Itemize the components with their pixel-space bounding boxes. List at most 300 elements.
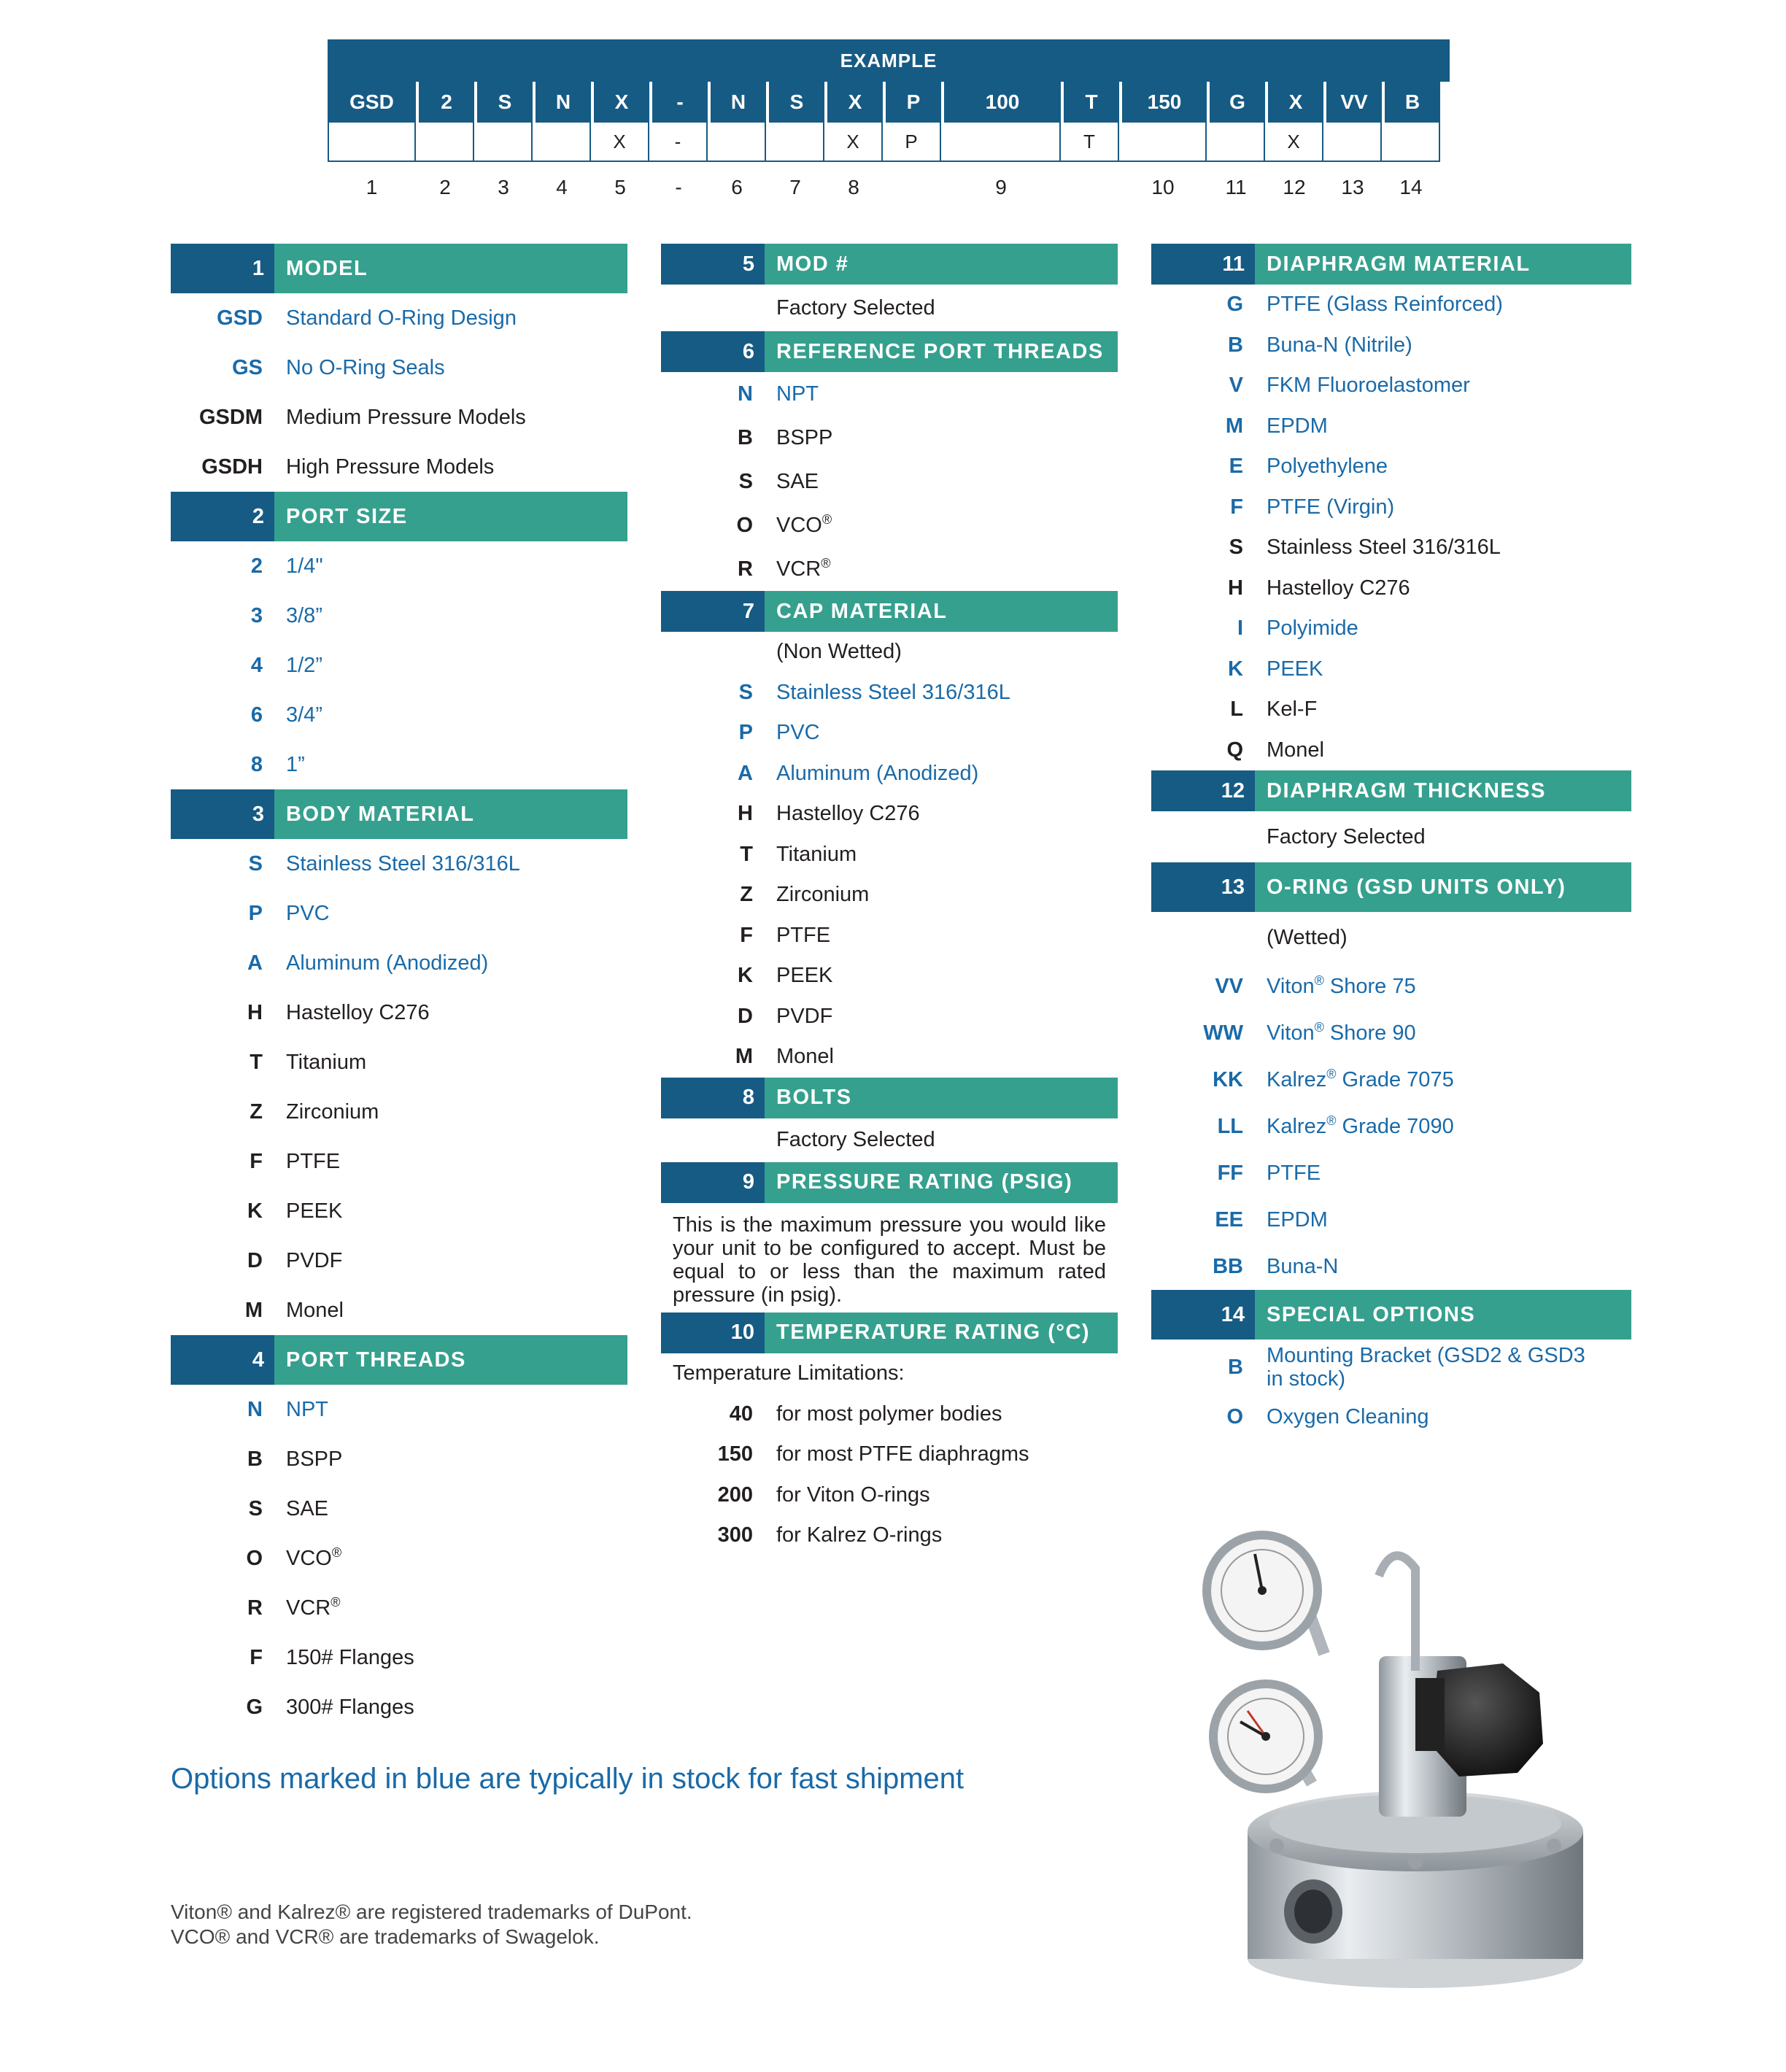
option-row (1151, 1197, 1631, 1243)
option-code: V (1229, 374, 1243, 398)
option-row (1151, 527, 1631, 568)
option-label: Aluminum (Anodized) (776, 761, 979, 785)
section-header (661, 1078, 1118, 1118)
option-label: 1/4" (286, 554, 323, 578)
option-row (1151, 689, 1631, 730)
option-description (765, 1442, 1118, 1466)
option-label: NPT (776, 382, 819, 406)
option-row (171, 938, 627, 988)
trademark-line-dupont: Viton® and Kalrez® are registered trademarks of DuPont. (171, 1901, 692, 1923)
option-label: BSPP (286, 1447, 343, 1471)
option-description (1255, 1021, 1631, 1045)
option-description (274, 604, 627, 628)
option-label: PVC (776, 721, 820, 745)
option-description (1255, 825, 1631, 849)
example-value-cell (1207, 123, 1265, 162)
option-label: Factory Selected (1267, 824, 1426, 848)
section-header (1151, 862, 1631, 912)
option-description (274, 1596, 627, 1620)
option-row (1151, 1395, 1631, 1439)
section-number: 10 (661, 1313, 765, 1353)
section-header (171, 244, 627, 293)
option-row (661, 460, 1118, 503)
option-description (765, 557, 1118, 581)
option-label: Medium Pressure Models (286, 405, 526, 429)
option-row (661, 1118, 1118, 1162)
option-code: S (738, 680, 753, 704)
column-3 (1151, 244, 1631, 1439)
option-description (274, 1497, 627, 1521)
option-description (1255, 1344, 1631, 1391)
option-label: PTFE (Glass Reinforced) (1267, 293, 1503, 317)
example-header-cell: N (708, 82, 766, 123)
example-position-number: 13 (1341, 176, 1364, 198)
option-row (171, 1137, 627, 1186)
option-description (274, 1051, 627, 1075)
example-value-cell: P (883, 123, 941, 162)
option-row (1151, 487, 1631, 528)
option-description (765, 426, 1118, 450)
option-code: S (738, 469, 753, 493)
option-row (171, 343, 627, 393)
section-header (661, 244, 1118, 285)
option-code: G (246, 1695, 263, 1719)
section-number: 4 (171, 1335, 274, 1385)
option-description (274, 356, 627, 380)
option-description (1255, 333, 1631, 357)
option-row (171, 641, 627, 690)
option-code: BB (1213, 1254, 1243, 1278)
option-code: 300 (717, 1523, 753, 1547)
option-description (274, 902, 627, 926)
option-label: Hastelloy C276 (1267, 576, 1410, 600)
example-value-cell (1323, 123, 1382, 162)
option-code: GSDM (199, 405, 263, 429)
option-label: for most polymer bodies (776, 1402, 1002, 1426)
section-header (661, 591, 1118, 632)
example-header-cell: - (649, 82, 708, 123)
option-label: PTFE (286, 1149, 341, 1173)
example-position-number: 2 (439, 176, 451, 198)
option-code: M (1225, 414, 1243, 438)
option-label: PVC (286, 901, 330, 925)
option-code: K (738, 964, 753, 988)
trademark-line-swagelok: VCO® and VCR® are trademarks of Swagelok. (171, 1925, 600, 1948)
option-row (171, 591, 627, 641)
option-row (661, 372, 1118, 416)
option-code: R (738, 557, 753, 581)
option-label: PVDF (286, 1248, 343, 1272)
section-number: 14 (1151, 1290, 1255, 1340)
section-number: 2 (171, 492, 274, 541)
example-value-row (328, 123, 1450, 162)
option-code: F (250, 1645, 263, 1669)
option-label: Factory Selected (776, 1128, 935, 1151)
example-header-cell: S (766, 82, 824, 123)
option-label: SAE (776, 469, 819, 493)
option-description (1255, 926, 1631, 950)
example-position-number (1061, 162, 1119, 213)
option-row (171, 1286, 627, 1335)
option-label: Buna-N (Nitrile) (1267, 333, 1412, 357)
option-code: S (1229, 536, 1243, 560)
section-number: 11 (1151, 244, 1255, 285)
option-row (171, 740, 627, 789)
example-position-number: 3 (498, 176, 509, 198)
option-row (661, 503, 1118, 547)
registered-mark: ® (1314, 973, 1324, 988)
option-label: 150# Flanges (286, 1645, 414, 1669)
option-row (661, 875, 1118, 916)
option-row (661, 1475, 1118, 1516)
option-description (1255, 374, 1631, 398)
option-label: VCR (776, 557, 822, 581)
option-label: PVDF (776, 1004, 833, 1028)
section-diaphragm-thickness (1151, 770, 1631, 862)
registered-mark: ® (1326, 1113, 1337, 1128)
section-body-material (171, 789, 627, 1335)
option-label: Stainless Steel 316/316L (1267, 536, 1501, 560)
option-code: A (738, 761, 753, 785)
option-row (1151, 608, 1631, 649)
stock-note: Options marked in blue are typically in stock for fast shipment (171, 1763, 964, 1795)
option-row (171, 1682, 627, 1732)
option-description (765, 964, 1118, 988)
option-label: Oxygen Cleaning (1267, 1404, 1429, 1429)
section-title: PORT THREADS (274, 1335, 627, 1385)
option-label: Monel (286, 1298, 344, 1322)
section-title: PRESSURE RATING (PSIG) (765, 1162, 1118, 1203)
section-header (1151, 244, 1631, 285)
temperature-intro-text: Temperature Limitations: (673, 1361, 905, 1385)
section-special-options (1151, 1290, 1631, 1439)
option-description (765, 721, 1118, 745)
registered-mark: ® (330, 1594, 341, 1609)
option-label: Stainless Steel 316/316L (776, 680, 1010, 704)
option-label: Standard O-Ring Design (286, 306, 517, 330)
option-code: GS (232, 355, 263, 379)
section-title: REFERENCE PORT THREADS (765, 331, 1118, 372)
section-header (661, 1313, 1118, 1353)
section-number: 13 (1151, 862, 1255, 912)
option-row (171, 889, 627, 938)
option-row (1151, 649, 1631, 690)
trademark-notice (171, 1900, 692, 1949)
option-label: EPDM (1267, 414, 1328, 438)
option-label: for most PTFE diaphragms (776, 1442, 1029, 1466)
example-value-cell: X (824, 123, 883, 162)
example-header-cell: 100 (941, 82, 1061, 123)
option-code: H (1228, 576, 1243, 600)
option-description (274, 1199, 627, 1224)
option-row (661, 916, 1118, 956)
option-description (1255, 414, 1631, 438)
example-header-cell: T (1061, 82, 1119, 123)
option-label: Hastelloy C276 (286, 1000, 430, 1024)
option-code: F (740, 923, 753, 947)
option-description (765, 924, 1118, 948)
option-code: O (246, 1546, 263, 1570)
option-label: Monel (1267, 738, 1324, 762)
section-port-threads (171, 1335, 627, 1732)
section-title: DIAPHRAGM THICKNESS (1255, 770, 1631, 811)
option-code: T (250, 1050, 263, 1074)
example-header-cell: G (1207, 82, 1265, 123)
section-port-size (171, 492, 627, 789)
section-number: 12 (1151, 770, 1255, 811)
registered-mark: ® (822, 511, 832, 527)
option-row (171, 1236, 627, 1286)
example-header-cell: X (1265, 82, 1323, 123)
option-row (661, 713, 1118, 754)
example-value-cell: - (649, 123, 708, 162)
option-code: KK (1213, 1067, 1243, 1091)
temperature-intro (661, 1353, 1118, 1394)
option-description (1255, 1208, 1631, 1232)
example-title: EXAMPLE (328, 39, 1450, 82)
option-label: Hastelloy C276 (776, 802, 920, 826)
option-description (765, 843, 1118, 867)
option-row (661, 632, 1118, 673)
option-label: Aluminum (Anodized) (286, 951, 489, 975)
option-description (765, 1523, 1118, 1547)
example-header-row (328, 82, 1450, 123)
example-position-number: 9 (995, 176, 1007, 198)
example-value-cell: X (591, 123, 649, 162)
option-row (1151, 366, 1631, 406)
option-row (1151, 1056, 1631, 1103)
section-mod (661, 244, 1118, 331)
option-label: (Non Wetted) (776, 640, 902, 664)
option-description (765, 382, 1118, 406)
option-label: PEEK (776, 964, 833, 988)
option-description (1255, 495, 1631, 519)
option-code: O (1226, 1404, 1243, 1429)
section-header (171, 1335, 627, 1385)
option-description (765, 1128, 1118, 1152)
section-number: 6 (661, 331, 765, 372)
option-label: Zirconium (286, 1099, 379, 1124)
option-code: H (738, 802, 753, 826)
option-code: O (736, 513, 753, 537)
example-header-cell: X (824, 82, 883, 123)
option-row (1151, 1243, 1631, 1290)
option-description (1255, 576, 1631, 600)
option-code: B (1228, 1355, 1243, 1379)
option-label: 1/2” (286, 653, 322, 677)
option-label: Stainless Steel 316/316L (286, 851, 520, 875)
section-header (171, 789, 627, 839)
option-label: EPDM (1267, 1207, 1328, 1232)
option-row (171, 442, 627, 492)
example-header-cell: S (474, 82, 533, 123)
section-title: BODY MATERIAL (274, 789, 627, 839)
option-label: Monel (776, 1045, 834, 1069)
example-position-number: - (675, 176, 682, 198)
option-description (274, 1249, 627, 1273)
option-code: P (738, 721, 753, 745)
example-value-cell (766, 123, 824, 162)
option-label: Zirconium (776, 883, 870, 907)
registered-mark: ® (1326, 1066, 1337, 1081)
option-description (765, 1483, 1118, 1507)
option-code: 40 (729, 1402, 753, 1426)
example-position-number: 12 (1283, 176, 1306, 198)
option-code: M (244, 1298, 263, 1322)
option-description (765, 511, 1118, 538)
option-label: VCR (286, 1596, 331, 1620)
example-header-cell: 2 (416, 82, 474, 123)
option-row (1151, 912, 1631, 963)
example-header-cell: VV (1323, 82, 1382, 123)
option-label: 300# Flanges (286, 1695, 414, 1719)
option-row (661, 835, 1118, 875)
option-description (274, 951, 627, 975)
option-row (171, 1633, 627, 1682)
pressure-regulator-photo (1197, 1525, 1605, 1992)
option-code: B (738, 425, 753, 449)
option-description (765, 640, 1118, 664)
option-description (1255, 616, 1631, 641)
column-1 (171, 244, 627, 1732)
example-table (328, 39, 1450, 213)
option-row (171, 839, 627, 889)
option-description (1255, 1068, 1631, 1092)
option-row (171, 1583, 627, 1633)
option-code: K (1228, 657, 1243, 681)
option-description (274, 554, 627, 579)
section-o-ring (1151, 862, 1631, 1290)
option-row (1151, 1340, 1631, 1395)
option-label: NPT (286, 1397, 328, 1421)
section-header (1151, 770, 1631, 811)
example-header-cell: X (591, 82, 649, 123)
option-description (274, 852, 627, 876)
option-label-suffix: Shore 75 (1323, 974, 1416, 998)
example-header-cell: N (533, 82, 591, 123)
option-label-suffix: Grade 7090 (1336, 1114, 1454, 1138)
option-description (274, 1398, 627, 1422)
pressure-rating-text: This is the maximum pressure you would like your unit to be configured to accept. Must be equal to or less than the maximum rated pressure (in psig). (673, 1213, 1106, 1307)
section-number: 9 (661, 1162, 765, 1203)
registered-mark: ® (331, 1545, 342, 1560)
example-position-number: 10 (1151, 176, 1175, 198)
option-code: L (1230, 697, 1243, 722)
section-header (1151, 1290, 1631, 1340)
option-row (171, 1385, 627, 1434)
option-description (1255, 738, 1631, 762)
option-row (661, 794, 1118, 835)
option-label: 3/4” (286, 703, 322, 727)
option-code: D (247, 1248, 263, 1272)
option-code: H (247, 1000, 263, 1024)
option-label: Polyimide (1267, 616, 1358, 641)
option-label: (Wetted) (1267, 925, 1348, 949)
option-code: D (738, 1004, 753, 1028)
option-row (1151, 1103, 1631, 1150)
option-code: GSD (217, 306, 263, 330)
option-row (1151, 730, 1631, 771)
option-code: Q (1226, 738, 1243, 762)
option-description (765, 802, 1118, 826)
option-row (171, 293, 627, 343)
option-description (274, 1150, 627, 1174)
option-row (1151, 325, 1631, 366)
option-label: FKM Fluoroelastomer (1267, 374, 1470, 398)
section-diaphragm-material (1151, 244, 1631, 770)
option-label: PTFE (776, 923, 831, 947)
example-position-number: 4 (556, 176, 568, 198)
option-code: Z (740, 883, 753, 907)
option-code: 6 (250, 703, 263, 727)
option-code: 3 (250, 603, 263, 627)
example-position-number: 14 (1399, 176, 1423, 198)
option-row (171, 1534, 627, 1583)
option-description (765, 1005, 1118, 1029)
option-description (274, 1696, 627, 1720)
option-label: PEEK (286, 1199, 343, 1223)
option-description (274, 1299, 627, 1323)
option-row (661, 1037, 1118, 1078)
example-position-number: 11 (1225, 176, 1247, 198)
option-code: N (247, 1397, 263, 1421)
option-code: WW (1203, 1021, 1243, 1045)
option-label: 3/8” (286, 603, 322, 627)
option-description (765, 1045, 1118, 1069)
option-label: for Kalrez O-rings (776, 1523, 943, 1547)
option-description (274, 1646, 627, 1670)
section-title: MODEL (274, 244, 627, 293)
section-bolts (661, 1078, 1118, 1162)
option-row (171, 1186, 627, 1236)
option-code: FF (1217, 1161, 1243, 1185)
option-label: High Pressure Models (286, 455, 495, 479)
example-position-number: 8 (848, 176, 859, 198)
option-description (1255, 1161, 1631, 1186)
option-label: Titanium (286, 1050, 367, 1074)
option-description (274, 753, 627, 777)
example-position-number: 6 (731, 176, 743, 198)
option-code: N (738, 382, 753, 406)
option-label: Kalrez (1267, 1067, 1327, 1091)
section-cap-material (661, 591, 1118, 1078)
option-row (661, 285, 1118, 331)
example-value-cell (533, 123, 591, 162)
registered-mark: ® (821, 555, 831, 571)
example-value-cell (474, 123, 533, 162)
option-row (661, 1515, 1118, 1556)
option-code: S (248, 1496, 263, 1520)
option-row (1151, 1150, 1631, 1197)
section-number: 7 (661, 591, 765, 632)
example-value-cell (1119, 123, 1207, 162)
option-label: PTFE (1267, 1161, 1321, 1185)
section-temperature-rating (661, 1313, 1118, 1556)
option-description (274, 703, 627, 727)
option-description (274, 1447, 627, 1472)
option-label-suffix: Grade 7075 (1336, 1067, 1454, 1091)
example-position-number: 1 (366, 176, 378, 198)
option-code: T (740, 842, 753, 866)
example-position-number: 5 (614, 176, 626, 198)
option-code: A (247, 951, 263, 975)
option-code: 150 (717, 1442, 753, 1466)
option-description (1255, 1115, 1631, 1139)
option-row (661, 956, 1118, 997)
option-label: Factory Selected (776, 295, 935, 320)
example-header-cell: 150 (1119, 82, 1207, 123)
option-row (171, 1037, 627, 1087)
